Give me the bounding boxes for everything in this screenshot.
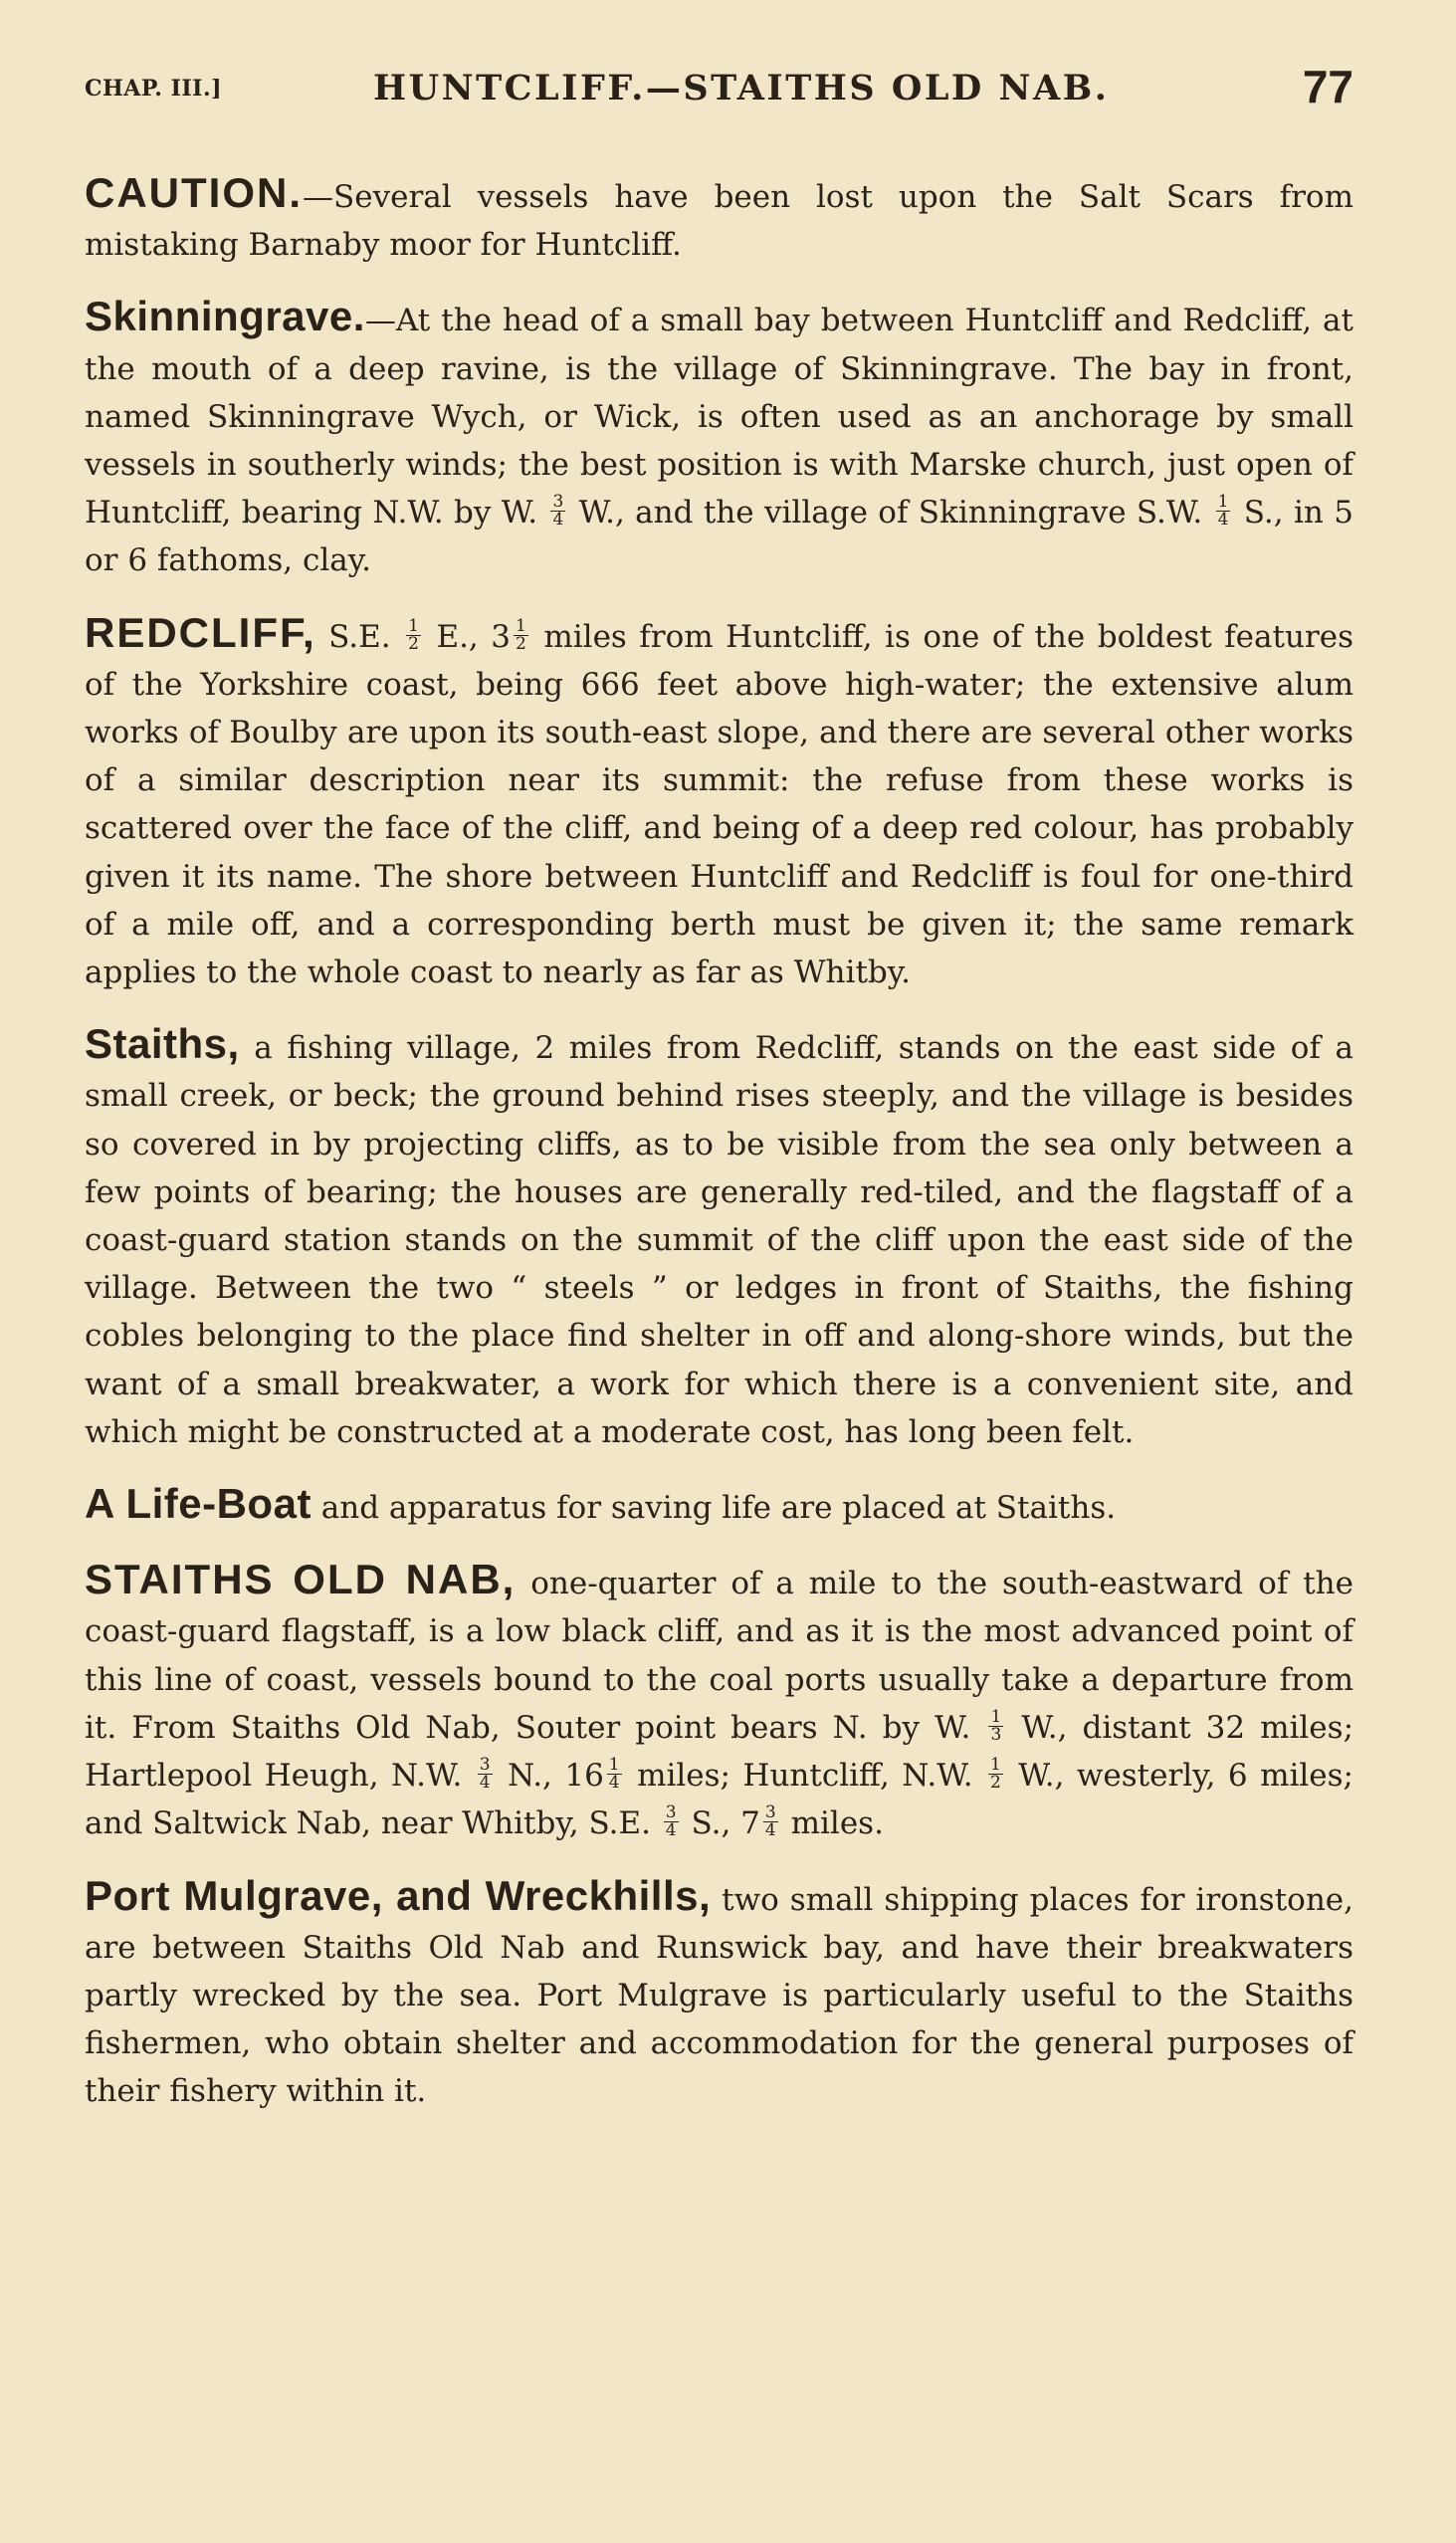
text: S., 7 bbox=[681, 1805, 760, 1842]
text: S., in 5 or 6 fathoms, clay. bbox=[85, 495, 1353, 579]
denominator: 4 bbox=[665, 1820, 677, 1841]
numerator: 1 bbox=[990, 1706, 1002, 1727]
fraction bbox=[988, 1706, 1003, 1745]
lead-port-mulgrave: Port Mulgrave, and Wreckhills, bbox=[85, 1871, 712, 1919]
fraction bbox=[514, 615, 528, 654]
lead-caution: CAUTION. bbox=[85, 169, 303, 216]
lead-redcliff: REDCLIFF, bbox=[85, 608, 316, 656]
fraction bbox=[406, 615, 421, 654]
lead-staiths: Staiths, bbox=[85, 1020, 240, 1068]
text: miles; Huntcliff, N.W. bbox=[624, 1758, 986, 1795]
text: W., westerly, 6 miles; and Saltwick Nab, near Whitby, S.E. bbox=[85, 1758, 1353, 1842]
text: E., 3 bbox=[423, 618, 512, 655]
text: S.E. bbox=[315, 618, 404, 655]
paragraph-lifeboat bbox=[85, 1480, 1353, 1532]
page-title: HUNTCLIFF.—STAITHS OLD NAB. bbox=[373, 68, 1110, 108]
paragraph-redcliff bbox=[85, 609, 1353, 997]
lead-staiths-old-nab: STAITHS OLD NAB, bbox=[85, 1556, 517, 1603]
lead-skinningrave: Skinningrave. bbox=[85, 293, 365, 340]
denominator: 2 bbox=[990, 1773, 1001, 1794]
denominator: 4 bbox=[552, 510, 564, 530]
fraction bbox=[763, 1804, 778, 1839]
numerator: 1 bbox=[1217, 492, 1229, 513]
numerator: 1 bbox=[408, 615, 419, 636]
text: W., distant 32 miles; Hartlepool Heugh, N.W. bbox=[85, 1709, 1354, 1795]
denominator: 4 bbox=[608, 1773, 620, 1794]
text: N., 16 bbox=[495, 1758, 604, 1795]
paragraph-staiths bbox=[85, 1020, 1353, 1456]
fraction bbox=[478, 1757, 493, 1792]
running-head bbox=[85, 62, 1353, 121]
numerator: 3 bbox=[764, 1802, 776, 1823]
denominator: 2 bbox=[408, 633, 419, 654]
text: a fishing village, 2 miles from Redcliff, stands on the east side of a small creek, or beck; the ground behind rises steeply, and the village is besides so covered in by projecting cliffs, as to be visible from the sea only between a few points of bearing; the houses are generally red-tiled, and the flagstaff of a coast-guard station stands on the summit of the cliff upon the east side of the village. Between the two “ steels ” or ledges in front of Staiths, the fishing cobles belonging to the place find shelter in off and along-shore winds, but the want of a small breakwater, a work for which there is a convenient site, and which might be constructed at a moderate cost, has long been felt. bbox=[85, 1030, 1353, 1450]
text: two small shipping places for ironstone, are between Staiths Old Nab and Runswick bay, and have their breakwaters partly wrecked by the sea. Port Mulgrave is particularly useful to the Staiths fishermen, who obtain shelter and accommodation for the general purposes of their fishery within it. bbox=[85, 1881, 1353, 2110]
denominator: 2 bbox=[516, 633, 526, 654]
numerator: 1 bbox=[516, 615, 526, 636]
denominator: 4 bbox=[479, 1773, 491, 1794]
fraction bbox=[1216, 494, 1231, 529]
numerator: 3 bbox=[479, 1755, 491, 1776]
fraction bbox=[664, 1804, 679, 1839]
text: W., and the village of Skinningrave S.W. bbox=[568, 495, 1213, 531]
page-number: 77 bbox=[1302, 61, 1353, 112]
numerator: 1 bbox=[990, 1755, 1001, 1776]
denominator: 3 bbox=[990, 1724, 1002, 1745]
chapter-label: CHAP. III.] bbox=[85, 76, 223, 102]
numerator: 3 bbox=[552, 492, 564, 513]
text: —At the head of a small bay between Huntcliff and Redcliff, at the mouth of a deep ravine, is the village of Skinningrave. The bay in front, named Skinningrave Wych, or Wick, is often used as an anchorage by small vessels in southerly winds; the best position is with Marske church, just open of Huntcliff, bearing N.W. by W. bbox=[85, 303, 1353, 531]
book-page bbox=[85, 62, 1353, 2140]
paragraph-staiths-old-nab bbox=[85, 1556, 1353, 1847]
numerator: 1 bbox=[608, 1755, 620, 1776]
text: —Several vessels have been lost upon the Salt Scars from mistaking Barnaby moor for Huntcliff. bbox=[85, 179, 1353, 264]
denominator: 4 bbox=[764, 1820, 776, 1841]
text: and apparatus for saving life are placed at Staiths. bbox=[311, 1490, 1117, 1527]
paragraph-skinningrave bbox=[85, 293, 1353, 584]
text: miles from Huntcliff, is one of the boldest features of the Yorkshire coast, being 666 feet above high-water; the extensive alum works of Boulby are upon its south-east slope, and there are several other works of a similar description near its summit: the refuse from these works is scattered over the face of the cliff, and being of a deep red colour, has probably given it its name. The shore between Huntcliff and Redcliff is foul for one-third of a mile off, and a corresponding berth must be given it; the same remark applies to the whole coast to nearly as far as Whitby. bbox=[85, 618, 1353, 991]
numerator: 3 bbox=[665, 1802, 677, 1823]
text: one-quarter of a mile to the south-eastward of the coast-guard flagstaff, is a low black cliff, and as it is the most advanced point of this line of coast, vessels bound to the coal ports usually take a departure from it. From Staiths Old Nab, Souter point bears N. by W. bbox=[85, 1566, 1353, 1746]
text: miles. bbox=[780, 1805, 884, 1842]
fraction bbox=[988, 1757, 1003, 1792]
denominator: 4 bbox=[1217, 510, 1229, 530]
paragraph-port-mulgrave bbox=[85, 1872, 1353, 2116]
lead-lifeboat: A Life-Boat bbox=[85, 1480, 312, 1528]
fraction bbox=[607, 1757, 622, 1792]
paragraph-caution bbox=[85, 169, 1353, 269]
fraction bbox=[550, 494, 565, 529]
